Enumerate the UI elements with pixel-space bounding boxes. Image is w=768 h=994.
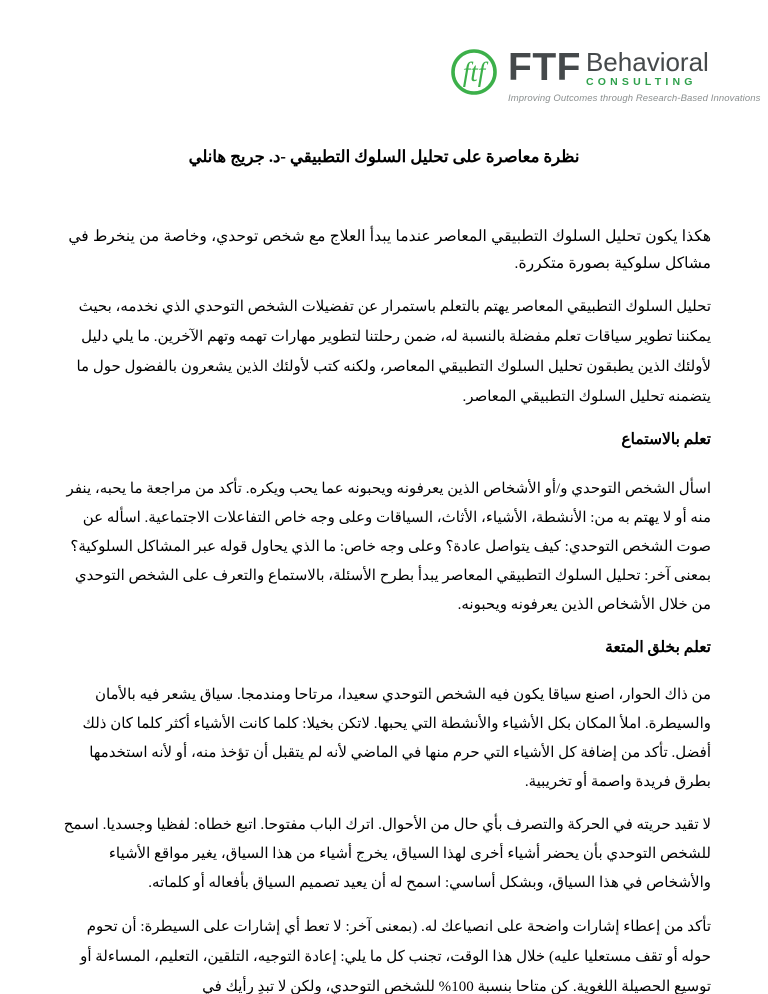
paragraph-fun-context: من ذاك الحوار، اصنع سياقا يكون فيه الشخص التوحدي سعيدا، مرتاحا ومندمجا. سياق يشعر فيه بالأمان والسيطرة. املأ المكان بكل الأشياء والأنشطة التي يحبها. لاتكن بخيلا: كلما كانت الأشياء أكثر كلما كان ذلك أفضل. تأكد من إضافة كل الأشياء التي حرم منها في الماضي لأنه لم يتقبل أن تؤخذ منه، أو لأنه استخدمها بطرق فريدة واصمة أو تخريبية. — [82, 687, 711, 790]
document-title: نظرة معاصرة على تحليل السلوك التطبيقي -د. جريج هانلي — [188, 147, 580, 166]
paragraph-listening: اسأل الشخص التوحدي و/أو الأشخاص الذين يعرفونه ويحبونه عما يحب ويكره. تأكد من مراجعة ما يحبه، ينفر منه أو لا يهتم به من: الأنشطة، الأشياء، الأثاث، السياقات وعلى وجه خاص التفاعلات الاجتماعية. اسأله عن صوت الشخص التوحدي: كيف يتواصل عادة؟ وعلى وجه خاص: ما الذي يحاول قوله عبر المشاكل السلوكية؟ بمعنى آخر: تحليل السلوك التطبيقي المعاصر يبدأ بطرح الأسئلة، بالاستماع والتعرف على الشخص التوحدي من خلال الأشخاص الذين يعرفونه ويحبونه. — [66, 481, 711, 613]
ftf-mark-letters: ftf — [462, 57, 486, 87]
logo-text-ftf: FTF — [508, 46, 581, 89]
logo-text-behavioral: Behavioral — [585, 47, 709, 77]
logo-wordmark — [508, 40, 760, 104]
logo-text-consulting: CONSULTING — [585, 76, 697, 88]
section-heading-fun: تعلم بخلق المتعة — [605, 639, 711, 656]
section-heading-listening: تعلم بالاستماع — [621, 431, 711, 448]
paragraph-overview: تحليل السلوك التطبيقي المعاصر يهتم بالتعلم باستمرار عن تفضيلات الشخص التوحدي الذي نخدمه، بحيث يمكننا تطوير سياقات تعلم مفضلة بالنسبة له، ضمن رحلتنا لتطوير مهارات تهمه وتهم الآخرين. ما يلي دليل لأولئك الذين يطبقون تحليل السلوك التطبيقي المعاصر، ولكنه كتب لأولئك الذين يشعرون بالفضول حول ما يتضمنه تحليل السلوك التطبيقي المعاصر. — [76, 299, 711, 405]
ftf-logo-icon — [444, 40, 504, 102]
paragraph-intro: هكذا يكون تحليل السلوك التطبيقي المعاصر عندما يبدأ العلاج مع شخص توحدي، وخاصة من ينخرط في مشاكل سلوكية بصورة متكررة. — [68, 228, 711, 272]
logo-tagline: Improving Outcomes through Research-Based Innovations — [508, 93, 761, 104]
paragraph-freedom: لا تقيد حريته في الحركة والتصرف بأي حال من الأحوال. اترك الباب مفتوحا. اتبع خطاه: لفظيا وجسديا. اسمح للشخص التوحدي بأن يحضر أشياء أخرى لهذا السياق، يخرج أشياء من هذا السياق، يغير مواقع الأشياء والأشخاص في هذا السياق، وبشكل أساسي: اسمح له أن يعيد تصميم السياق بأفعاله أو كلماته. — [63, 817, 711, 891]
paragraph-compliance-signals: تأكد من إعطاء إشارات واضحة على انصياعك له. (بمعنى آخر: لا تعط أي إشارات على السيطرة: أن تحوم حوله أو تقف مستعليا عليه) خلال هذا الوقت، تجنب كل ما يلي: إعادة التوجيه، التلقين، التعليم، المساءلة أو توسيع الحصيلة اللغوية. كن متاحا بنسبة 100% للشخص التوحدي، ولكن لا تبدِ رأيك في — [80, 919, 711, 994]
ftf-logo — [444, 40, 761, 104]
